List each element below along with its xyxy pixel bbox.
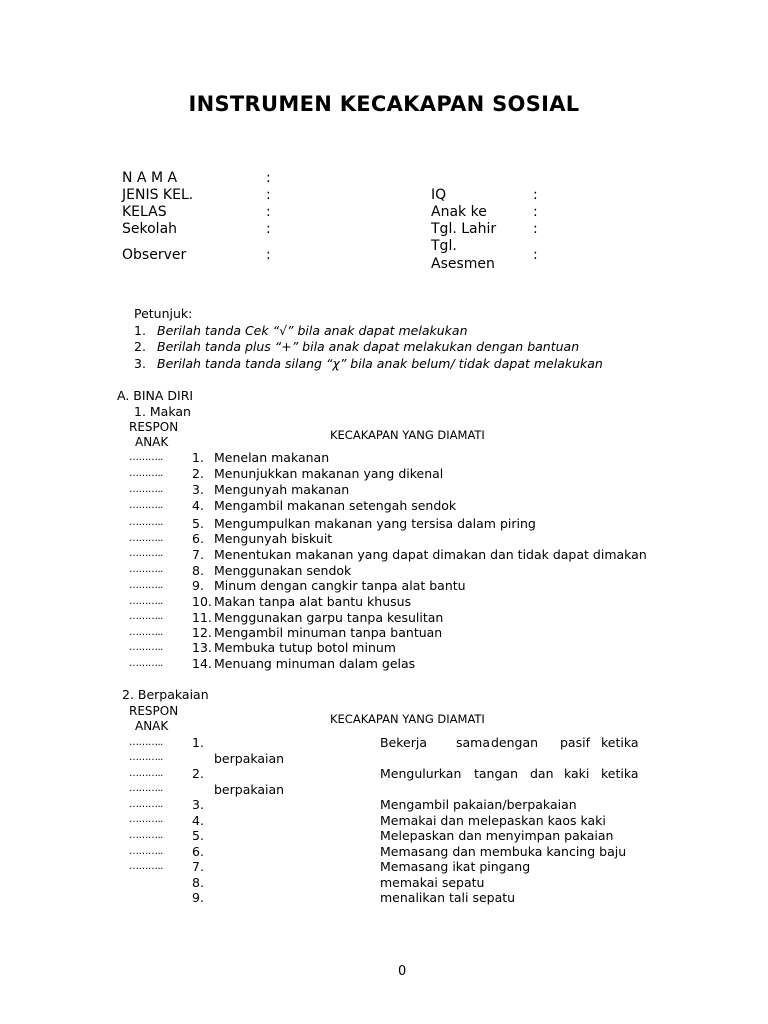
item-number: 2.	[192, 466, 204, 481]
response-blank[interactable]: ………..	[129, 468, 163, 479]
item-text: Menuang minuman dalam gelas	[214, 656, 416, 671]
instruction-number: 3.	[134, 356, 146, 371]
item-number: 14.	[192, 656, 212, 671]
item-number: 1.	[192, 450, 204, 465]
item-text: Menelan makanan	[214, 450, 330, 465]
item-text: menalikan tali sepatu	[380, 890, 516, 905]
item-text: Minum dengan cangkir tanpa alat bantu	[214, 578, 466, 593]
response-blank[interactable]: ………..	[129, 642, 163, 653]
response-blank[interactable]: ………..	[129, 548, 163, 559]
response-blank[interactable]: ………..	[129, 768, 163, 779]
col-header-anak: ANAK	[135, 435, 169, 449]
col-header-respon: RESPON	[129, 704, 179, 718]
item-text: Memasang dan membuka kancing baju	[380, 844, 627, 859]
item-number: 13.	[192, 640, 212, 655]
instruction-text: Berilah tanda tanda silang “χ” bila anak belum/ tidak dapat melakukan	[157, 356, 603, 371]
item-text: Mengunyah biskuit	[214, 531, 333, 546]
item-word: dengan	[491, 735, 539, 750]
item-text-continued: berpakaian	[214, 782, 285, 797]
col-header-skill: KECAKAPAN YANG DIAMATI	[330, 428, 485, 442]
instruction-number: 2.	[134, 339, 146, 354]
item-number: 6.	[192, 531, 204, 546]
item-number: 8.	[192, 875, 204, 890]
identity-label-sekolah: Sekolah	[122, 221, 178, 237]
item-number: 7.	[192, 859, 204, 874]
item-number: 4.	[192, 498, 204, 513]
identity-colon: :	[266, 187, 271, 203]
subsection-makan-heading: 1. Makan	[134, 404, 191, 419]
item-text: Mengambil minuman tanpa bantuan	[214, 625, 443, 640]
response-blank[interactable]: ………..	[129, 517, 163, 528]
response-blank[interactable]: ………..	[129, 611, 163, 622]
item-text: Memakai dan melepaskan kaos kaki	[380, 813, 606, 828]
identity-label-tgl-asesmen-2: Asesmen	[431, 256, 495, 272]
identity-label-kelas: KELAS	[122, 204, 167, 220]
instructions-heading: Petunjuk:	[134, 306, 193, 321]
item-text: memakai sepatu	[380, 875, 485, 890]
identity-colon: :	[533, 221, 538, 237]
identity-colon: :	[266, 221, 271, 237]
item-text: Membuka tutup botol minum	[214, 640, 396, 655]
item-number: 5.	[192, 828, 204, 843]
identity-colon: :	[533, 187, 538, 203]
response-blank[interactable]: ………..	[129, 564, 163, 575]
item-number: 1.	[192, 735, 204, 750]
response-blank[interactable]: ………..	[129, 580, 163, 591]
item-text: Menggunakan garpu tanpa kesulitan	[214, 610, 444, 625]
subsection-berpakaian-heading: 2. Berpakaian	[122, 687, 209, 702]
item-text-continued: berpakaian	[214, 751, 285, 766]
section-a-heading: A. BINA DIRI	[117, 388, 194, 403]
item-text: Mengambil makanan setengah sendok	[214, 498, 457, 513]
page-title: INSTRUMEN KECAKAPAN SOSIAL	[188, 92, 580, 116]
identity-label-tgl-asesmen: Tgl.	[431, 238, 457, 254]
item-word: kaki	[564, 766, 590, 781]
response-blank[interactable]: ………..	[129, 737, 163, 748]
item-number: 9.	[192, 890, 204, 905]
col-header-anak: ANAK	[135, 719, 169, 733]
item-word: dan	[530, 766, 554, 781]
instruction-number: 1.	[134, 323, 146, 338]
col-header-respon: RESPON	[129, 420, 179, 434]
identity-label-nama: N A M A	[122, 170, 178, 186]
identity-colon: :	[533, 204, 538, 220]
item-number: 3.	[192, 797, 204, 812]
response-blank[interactable]: ………..	[129, 596, 163, 607]
identity-label-tgl-lahir: Tgl. Lahir	[431, 221, 497, 237]
item-number: 8.	[192, 563, 204, 578]
item-number: 9.	[192, 578, 204, 593]
identity-label-anak-ke: Anak ke	[431, 204, 487, 220]
item-text: Melepaskan dan menyimpan pakaian	[380, 828, 614, 843]
identity-colon: :	[266, 170, 271, 186]
response-blank[interactable]: ………..	[129, 658, 163, 669]
item-text: Menunjukkan makanan yang dikenal	[214, 466, 444, 481]
item-number: 10.	[192, 594, 212, 609]
identity-label-jenis-kel: JENIS KEL.	[122, 187, 194, 203]
item-word: ketika	[601, 766, 639, 781]
identity-label-observer: Observer	[122, 247, 187, 263]
page-number: 0	[398, 964, 407, 979]
item-number: 6.	[192, 844, 204, 859]
response-blank[interactable]: ………..	[129, 533, 163, 544]
instruction-text: Berilah tanda plus “+” bila anak dapat melakukan dengan bantuan	[157, 339, 580, 354]
response-blank[interactable]: ………..	[129, 627, 163, 638]
item-number: 7.	[192, 547, 204, 562]
item-number: 5.	[192, 516, 204, 531]
item-word: ketika	[601, 735, 639, 750]
item-word: tangan	[474, 766, 519, 781]
item-number: 2.	[192, 766, 204, 781]
item-word: Mengulurkan	[380, 766, 462, 781]
response-blank[interactable]: ………..	[129, 452, 163, 463]
item-number: 11.	[192, 610, 212, 625]
item-word: sama	[456, 735, 491, 750]
item-word: pasif	[560, 735, 590, 750]
item-number: 12.	[192, 625, 212, 640]
item-text: Mengunyah makanan	[214, 482, 350, 497]
response-blank[interactable]: ………..	[129, 861, 163, 872]
item-number: 3.	[192, 482, 204, 497]
response-blank[interactable]: ………..	[129, 814, 163, 825]
identity-colon: :	[266, 247, 271, 263]
response-blank[interactable]: ………..	[129, 799, 163, 810]
response-blank[interactable]: ………..	[129, 500, 163, 511]
identity-label-iq: IQ	[431, 187, 447, 203]
response-blank[interactable]: ………..	[129, 484, 163, 495]
item-word: Bekerja	[380, 735, 428, 750]
response-blank[interactable]: ………..	[129, 830, 163, 841]
response-blank[interactable]: ………..	[129, 846, 163, 857]
identity-colon: :	[266, 204, 271, 220]
identity-colon: :	[533, 247, 538, 263]
item-text: Menentukan makanan yang dapat dimakan dan tidak dapat dimakan	[214, 547, 647, 562]
item-text: Mengambil pakaian/berpakaian	[380, 797, 577, 812]
item-text: Memasang ikat pingang	[380, 859, 531, 874]
col-header-skill: KECAKAPAN YANG DIAMATI	[330, 712, 485, 726]
response-blank[interactable]: ………..	[129, 783, 163, 794]
item-text: Makan tanpa alat bantu khusus	[214, 594, 412, 609]
item-text: Mengumpulkan makanan yang tersisa dalam piring	[214, 516, 536, 531]
response-blank[interactable]: ………..	[129, 752, 163, 763]
item-text: Menggunakan sendok	[214, 563, 352, 578]
instruction-text: Berilah tanda Cek “√” bila anak dapat melakukan	[157, 323, 468, 338]
item-number: 4.	[192, 813, 204, 828]
